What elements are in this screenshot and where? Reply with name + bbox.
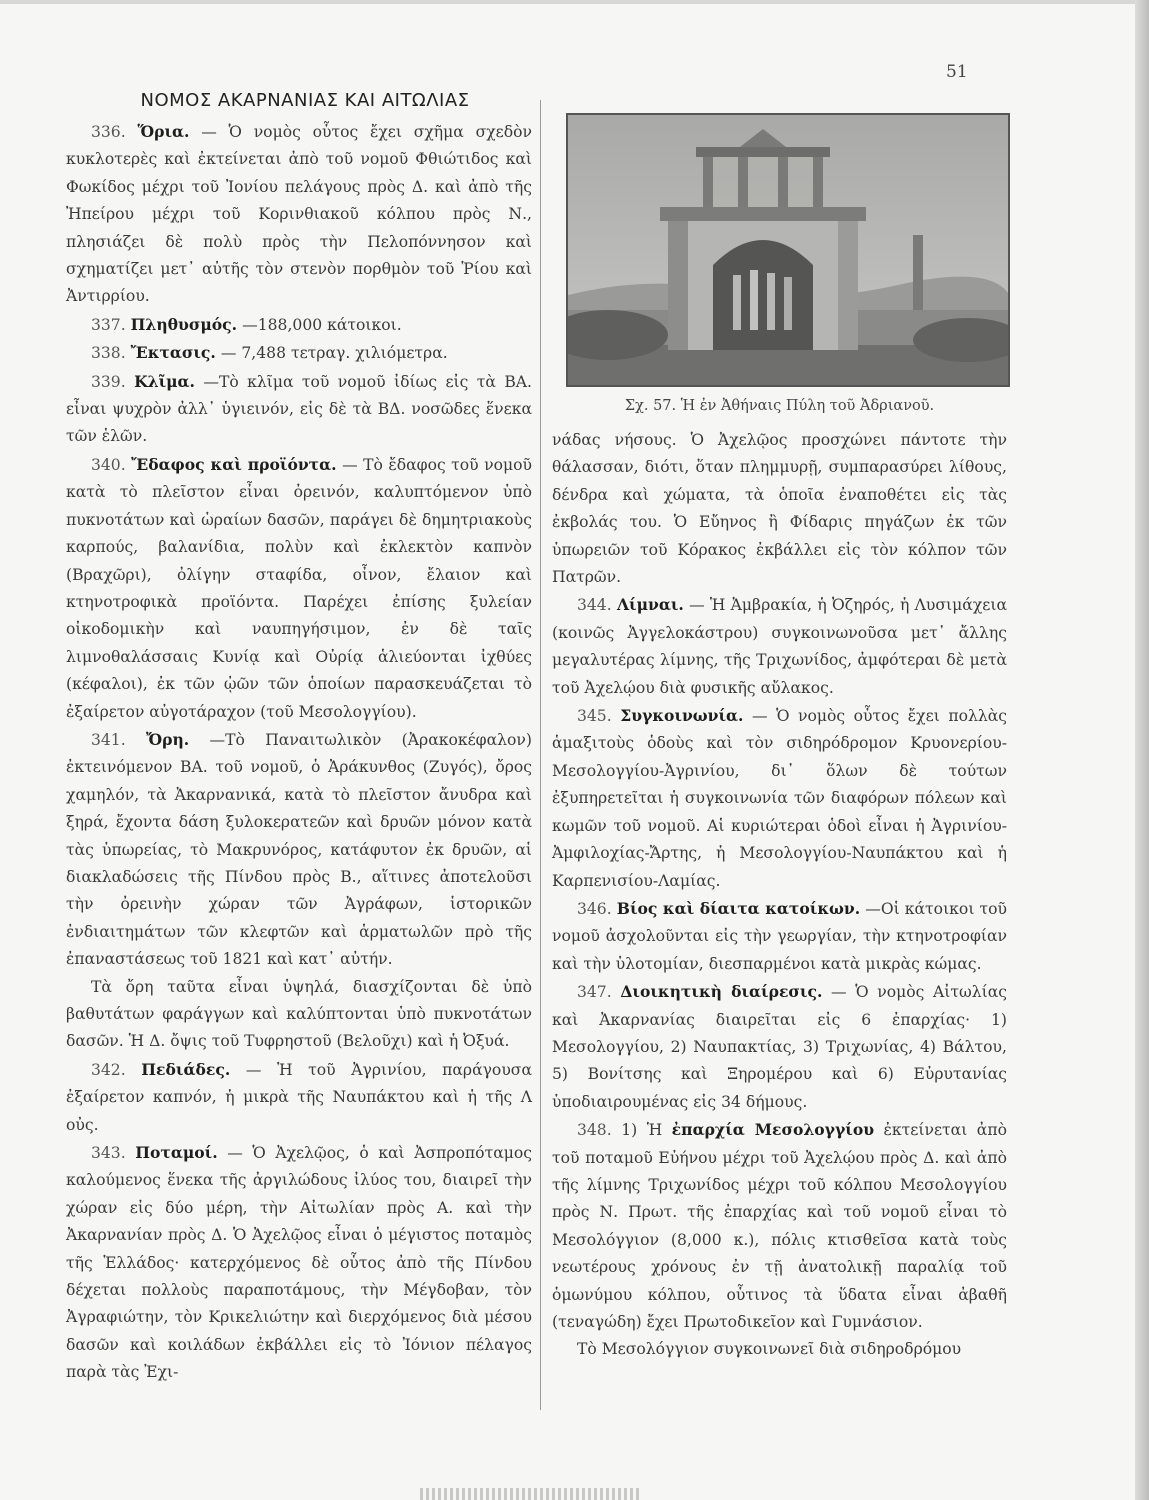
section-number: 338. [90, 344, 126, 363]
section-text: — Ὁ νομὸς οὗτος ἔχει σχῆμα σχεδὸν κυκλοτερὲς καὶ ἐκτείνεται ἀπὸ τοῦ νομοῦ Φθιώτιδος καὶ Φωκίδος μέχρι τοῦ Ἰονίου πελάγους πρὸς Δ. καὶ ἀπὸ τῆς Ἠπείρου μέχρι τοῦ Κορινθιακοῦ κόλπου πρὸς Ν., πλησιάζει δὲ πολὺ πρὸς τὴν Πελοπόννησον καὶ σχηματίζει μετ᾽ αὐτῆς τὸν στενὸν πορθμὸν τοῦ Ῥίου καὶ Ἀντιρρίου. [66, 123, 532, 306]
left-column [66, 118, 532, 1387]
section-title: ἐπαρχία Μεσολογγίου [671, 1120, 875, 1140]
section-number: 340. [90, 455, 126, 474]
section-number: 341. [90, 730, 126, 749]
section-title: Λίμναι. [616, 595, 684, 615]
section-336 [66, 118, 532, 311]
figure-caption: Σχ. 57. Ἡ ἐν Ἀθήναις Πύλη τοῦ Ἀδριανοῦ. [624, 398, 935, 414]
section-343 [66, 1139, 532, 1387]
section-341-continued: Τὰ ὄρη ταῦτα εἶναι ὑψηλά, διασχίζονται δὲ ὑπὸ βαθυτάτων φαράγγων καὶ καλύπτονται ὑπὸ πυκνοτάτων δασῶν. Ἡ Δ. ὄψις τοῦ Τυφρηστοῦ (Βελοῦχι) καὶ ἡ Ὀξυά. [66, 977, 532, 1051]
section-text: —Οἱ κάτοικοι τοῦ νομοῦ ἀσχολοῦνται εἰς τὴν γεωργίαν, τὴν κτηνοτροφίαν καὶ τὴν ὑλοτομίαν, διεσπαρμένοι κατὰ μικρὰς κώμας. [552, 899, 1007, 973]
section-prefix: 1) Ἡ [621, 1121, 663, 1140]
section-342 [66, 1056, 532, 1139]
section-number: 348. [576, 1121, 612, 1140]
section-343-continued: νάδας νήσους. Ὁ Ἀχελῷος προσχώνει πάντοτε τὴν θάλασσαν, διότι, ὅταν πλημμυρῇ, συμπαρασύρει λίθους, δένδρα καὶ χώματα, τὰ ὁποῖα ἐναποθέτει εἰς τὰς ἐκβολάς του. Ὁ Εὔηνος ἢ Φίδαρις πηγάζων ἐκ τῶν ὑπωρειῶν τοῦ Κόρακος ἐκβάλλει εἰς τὸν κόλπον τῶν Πατρῶν. [552, 431, 1007, 587]
page-number: 51 [946, 62, 968, 82]
section-number: 336. [90, 123, 126, 141]
page-heading: ΝΟΜΟΣ ΑΚΑΡΝΑΝΙΑΣ ΚΑΙ ΑΙΤΩΛΙΑΣ [140, 90, 470, 111]
section-title: Πεδιάδες. [141, 1059, 231, 1079]
section-title: Ἔδαφος καὶ προϊόντα. [131, 454, 337, 474]
section-number: 343. [90, 1144, 126, 1163]
scan-artifact [420, 1488, 640, 1500]
page-right-edge [1135, 0, 1149, 1500]
section-title: Ἔκτασις. [130, 343, 216, 363]
section-337 [66, 311, 532, 339]
section-number: 337. [90, 315, 126, 334]
section-title: Βίος καὶ δίαιτα κατοίκων. [616, 898, 861, 918]
section-title: Ὅρια. [137, 122, 190, 141]
section-text: — 7,488 τετραγ. χιλιόμετρα. [220, 344, 448, 363]
section-338 [66, 339, 532, 367]
section-339 [66, 368, 532, 451]
section-number: 346. [576, 899, 612, 918]
section-text: —Τὸ κλῖμα τοῦ νομοῦ ἰδίως εἰς τὰ ΒΑ. εἶναι ψυχρὸν ἀλλ᾽ ὑγιεινόν, εἰς δὲ τὰ ΒΔ. νοσῶδες ἕνεκα τῶν ἑλῶν. [66, 372, 532, 446]
column-divider [540, 100, 541, 1410]
section-341 [66, 726, 532, 974]
section-title: Ὄρη. [145, 729, 190, 749]
section-340 [66, 451, 532, 726]
section-number: 339. [90, 372, 126, 391]
section-number: 347. [576, 983, 612, 1002]
section-title: Πληθυσμός. [130, 314, 238, 334]
section-text: ἐκτείνεται ἀπὸ τοῦ ποταμοῦ Εὐήνου μέχρι τοῦ Ἀχελῴου πρὸς Δ. καὶ ἀπὸ τῆς λίμνης Τριχωνίδος μέχρι τοῦ κόλπου Μεσολογγίου πρὸς Ν. Πρωτ. τῆς ἐπαρχίας καὶ τοῦ νομοῦ εἶναι τὸ Μεσολόγγιον (8,000 κ.), πόλις κτισθεῖσα κατὰ τοὺς νεωτέρους χρόνους ἐν τῇ ἀνατολικῇ παραλίᾳ τοῦ ὁμωνύμου κόλπου, οὗτινος τὰ ὕδατα εἶναι ἀβαθῆ (τεναγώδη) ἔχει Πρωτοδικεῖον καὶ Γυμνάσιον. [552, 1121, 1007, 1331]
section-title: Κλῖμα. [134, 371, 195, 391]
section-text: —Τὸ Παναιτωλικὸν (Ἀρακοκέφαλον) ἐκτεινόμενον ΒΑ. τοῦ νομοῦ, ὁ Ἀράκυνθος (Ζυγός), ὄρος χαμηλόν, τὰ Ἀκαρνανικά, κατὰ τὸ πλεῖστον ἄνυδρα καὶ ξηρά, ἔχοντα δάση ξυλοκερατεῶν καὶ δρυῶν μόνον κατὰ τὰς ὑπωρείας, τὸ Μακρυνόρος, κατάφυτον ἐκ δρυῶν, αἱ διακλαδώσεις τῆς Πίνδου πρὸς Β., αἵτινες ἀποτελοῦσι τὴν ὀρεινὴν χώραν τῶν Ἀγράφων, ἱστορικῶν ἐνδιαιτημάτων τῶν κλεφτῶν καὶ ἁρματωλῶν πρὸ τῆς ἐπαναστάσεως τοῦ 1821 καὶ κατ᾽ αὐτήν. [66, 730, 532, 969]
section-text: — Ὁ νομὸς Αἰτωλίας καὶ Ἀκαρνανίας διαιρεῖται εἰς 6 ἐπαρχίας· 1) Μεσολογγίου, 2) Ναυπακτίας, 3) Τριχωνίας, 4) Βάλτου, 5) Βονίτσης καὶ Ξηρομέρου καὶ 6) Εὐρυτανίας ὑποδιαιρουμένας εἰς 34 δήμους. [552, 983, 1007, 1111]
section-title: Ποταμοί. [135, 1143, 218, 1163]
section-345 [552, 702, 1007, 895]
section-text: — Ὁ Ἀχελῷος, ὁ καὶ Ἀσπροπόταμος καλούμενος ἕνεκα τῆς ἀργιλώδους ἰλύος του, διαιρεῖ τὴν χώραν εἰς δύο μέρη, τὴν Αἰτωλίαν πρὸς Α. καὶ τὴν Ἀκαρνανίαν πρὸς Δ. Ὁ Ἀχελῷος εἶναι ὁ μέγιστος ποταμὸς τῆς Ἑλλάδος· κατερχόμενος δὲ οὗτος ἀπὸ τῆς Πίνδου δέχεται πολλοὺς παραποτάμους, τὴν Μέγδοβαν, τὸν Ἀγραφιώτην, τὸν Κρικελιώτην καὶ διερχόμενος διὰ μέσου δασῶν καὶ κοιλάδων ἐκβάλλει εἰς τὸ Ἰόνιον πέλαγος παρὰ τὰς Ἐχι- [66, 1144, 532, 1382]
section-344 [552, 591, 1007, 702]
page-top-edge [0, 0, 1149, 4]
section-348-last-line: Τὸ Μεσολόγγιον συγκοινωνεῖ διὰ σιδηροδρόμου [576, 1340, 962, 1359]
section-346 [552, 895, 1007, 978]
arch-photo-icon [568, 115, 1008, 385]
section-title: Διοικητικὴ διαίρεσις. [620, 982, 823, 1002]
figure-hadrian-gate [566, 113, 1010, 387]
section-text: — Ὁ νομὸς οὗτος ἔχει πολλὰς ἁμαξιτοὺς ὁδοὺς καὶ τὸν σιδηρόδρομον Κρυονερίου-Μεσολογγίου-Ἀγρινίου, δι᾽ ὅλων δὲ τούτων ἐξυπηρετεῖται ἡ συγκοινωνία τῶν διαφόρων πόλεων καὶ κωμῶν τοῦ νομοῦ. Αἱ κυριώτεραι ὁδοὶ εἶναι ἡ Ἀγρινίου-Ἀμφιλοχίας-Ἄρτης, ἡ Μεσολογγίου-Ναυπάκτου καὶ ἡ Καρπενισίου-Λαμίας. [552, 707, 1007, 890]
section-title: Συγκοινωνία. [620, 706, 744, 726]
section-text: — Ἡ τοῦ Ἀγρινίου, παράγουσα ἐξαίρετον καπνόν, ἡ μικρὰ τῆς Ναυπάκτου καὶ ἡ τῆς Λ οὐς. [66, 1060, 532, 1134]
section-text: — Ἡ Ἀμβρακία, ἡ Ὀζηρός, ἡ Λυσιμάχεια (κοινῶς Ἀγγελοκάστρου) συγκοινωνοῦσα μετ᾽ ἄλλης μεγαλυτέρας λίμνης, τῆς Τριχωνίδος, ἀμφότεραι δὲ μετὰ τοῦ Ἀχελῴου διὰ φυσικῆς αὔλακος. [552, 596, 1007, 697]
section-number: 344. [576, 596, 612, 615]
section-347 [552, 978, 1007, 1116]
right-column [552, 427, 1007, 1364]
section-text: —188,000 κάτοικοι. [242, 315, 402, 334]
section-348 [552, 1116, 1007, 1336]
section-number: 342. [90, 1060, 126, 1079]
section-text: — Τὸ ἔδαφος τοῦ νομοῦ κατὰ τὸ πλεῖστον εἶναι ὀρεινόν, καλυπτόμενον ὑπὸ πυκνοτάτων καὶ ὡραίων δασῶν, παράγει δὲ δημητριακοὺς καρπούς, βαλανίδια, πολὺν καὶ ἐκλεκτὸν καπνὸν (Βραχῶρι), ὀλίγην σταφίδα, οἶνον, ἔλαιον καὶ κτηνοτροφικὰ προϊόντα. Παρέχει ἐπίσης ξυλείαν οἰκοδομικὴν καὶ ναυπηγήσιμον, ἐν δὲ ταῖς λιμνοθαλάσσαις Κυνίᾳ καὶ Οὐρίᾳ ἁλιεύονται ἰχθύες (κέφαλοι), ἐκ τῶν ᾠῶν τῶν ὁποίων παρασκευάζεται τὸ ἐξαίρετον αὐγοτάραχον (τοῦ Μεσολογγίου). [66, 455, 532, 721]
section-number: 345. [576, 707, 612, 726]
